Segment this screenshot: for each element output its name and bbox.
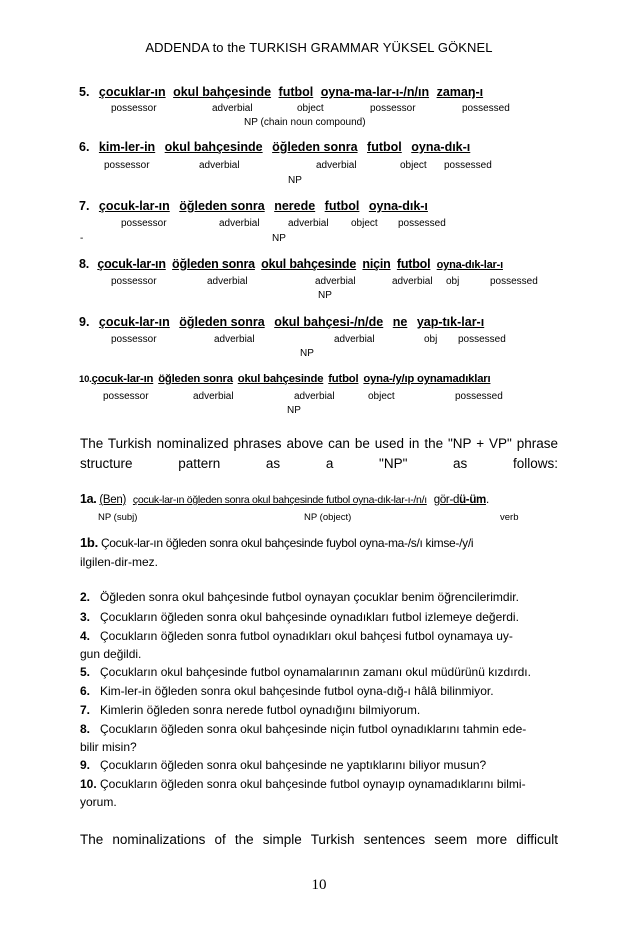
word-object: futbol bbox=[278, 85, 314, 99]
example-number: 10. bbox=[79, 374, 92, 385]
np-label: NP bbox=[288, 175, 302, 186]
sentence-number: 5. bbox=[80, 665, 91, 679]
role-label: possessed bbox=[398, 218, 446, 229]
word-possessed: oyna-/y/ıp oynamadıkları bbox=[363, 373, 491, 385]
page-header: ADDENDA to the TURKISH GRAMMAR YÜKSEL GÖKNEL bbox=[145, 40, 493, 55]
sentence-8 bbox=[80, 722, 526, 736]
intro-paragraph: The Turkish nominalized phrases above can be used in the "NP + VP" phrase structure pattern as a "NP" as follows: bbox=[80, 436, 558, 471]
word-possessor: oyna-ma-lar-ı-/n/ın bbox=[320, 85, 430, 99]
role-label: adverbial bbox=[219, 218, 260, 229]
role-label: adverbial bbox=[392, 276, 433, 287]
np-object-label: NP (object) bbox=[304, 512, 352, 523]
word-adverbial: nerede bbox=[274, 199, 316, 213]
role-label: possessed bbox=[490, 276, 538, 287]
example-1b-line2: ilgilen-dir-mez. bbox=[80, 555, 159, 569]
role-label: possessor bbox=[111, 103, 157, 114]
role-label: adverbial bbox=[193, 391, 234, 402]
word-adverbial: öğleden sonra bbox=[272, 140, 358, 154]
word-adverbial: öğleden sonra bbox=[179, 199, 265, 213]
sentence-3 bbox=[80, 610, 519, 624]
role-label: obj bbox=[424, 334, 438, 345]
sentence-6 bbox=[80, 684, 494, 698]
sentence-8-continued: bilir misin? bbox=[80, 740, 137, 754]
example-5 bbox=[79, 85, 483, 99]
word-adverbial: okul bahçesinde bbox=[261, 257, 357, 271]
sentence-number: 4. bbox=[80, 629, 91, 643]
sentence-text: Çocuk-lar-ın öğleden sonra okul bahçesinde fuybol oyna-ma-/s/ı kimse-/y/i bbox=[100, 536, 474, 550]
word-adverbial: okul bahçesinde bbox=[237, 373, 324, 385]
np-label: NP bbox=[300, 348, 314, 359]
role-label: adverbial bbox=[214, 334, 255, 345]
verb-phrase bbox=[434, 494, 486, 506]
word-adverbial: okul bahçesinde bbox=[164, 140, 263, 154]
word-adverbial: öğleden sonra bbox=[158, 373, 233, 385]
word-object: futbol bbox=[324, 199, 360, 213]
sentence-10 bbox=[80, 777, 526, 791]
word-possessor: çocuk-lar-ın bbox=[98, 199, 170, 213]
sentence-number: 7. bbox=[80, 703, 91, 717]
example-10 bbox=[79, 373, 490, 385]
word-adverbial: okul bahçesi-/n/de bbox=[274, 315, 384, 329]
example-8 bbox=[79, 257, 503, 271]
word-possessed: oyna-dık-ı bbox=[411, 140, 471, 154]
sentence-text: Çocukların öğleden sonra okul bahçesinde ne yaptıklarını biliyor musun? bbox=[100, 758, 487, 772]
role-label: possessor bbox=[104, 160, 150, 171]
word-object: futbol bbox=[396, 257, 431, 271]
role-label: adverbial bbox=[199, 160, 240, 171]
sentence-5 bbox=[80, 665, 531, 679]
role-label: object bbox=[351, 218, 378, 229]
role-label: adverbial bbox=[316, 160, 357, 171]
period: . bbox=[485, 494, 489, 506]
subject-phrase: (Ben) bbox=[99, 494, 127, 506]
sentence-text: Kimlerin öğleden sonra nerede futbol oynadığını bilmiyorum. bbox=[100, 703, 421, 717]
role-label: possessor bbox=[121, 218, 167, 229]
role-label: possessor bbox=[111, 334, 157, 345]
word-possessed: zamaŋ-ı bbox=[436, 85, 484, 99]
word-possessor: çocuk-lar-ın bbox=[98, 315, 170, 329]
sentence-number: 9. bbox=[80, 758, 91, 772]
role-label: possessor bbox=[370, 103, 416, 114]
closing-paragraph: The nominalizations of the simple Turkish sentences seem more difficult bbox=[80, 832, 558, 847]
role-label: possessed bbox=[462, 103, 510, 114]
sentence-4-continued: gun değildi. bbox=[80, 647, 142, 661]
role-label: adverbial bbox=[212, 103, 253, 114]
page-number: 10 bbox=[311, 877, 327, 893]
word-possessor: çocuk-lar-ın bbox=[97, 257, 166, 271]
role-label: possessed bbox=[444, 160, 492, 171]
np-label: NP bbox=[318, 290, 332, 301]
sentence-text: Çocukların öğleden sonra okul bahçesinde niçin futbol oynadıklarını tahmin ede- bbox=[100, 722, 527, 736]
example-number: 7. bbox=[79, 199, 90, 213]
role-label: object bbox=[297, 103, 324, 114]
sentence-number: 1a. bbox=[80, 492, 97, 506]
role-label: adverbial bbox=[315, 276, 356, 287]
sentence-text: Çocukların okul bahçesinde futbol oynamalarının zamanı okul müdürünü kızdırdı. bbox=[100, 665, 531, 679]
role-label: obj bbox=[446, 276, 460, 287]
role-label: possessed bbox=[455, 391, 503, 402]
word-object: ne bbox=[392, 315, 408, 329]
word-possessor: çocuklar-ın bbox=[98, 85, 166, 99]
np-label: NP (chain noun compound) bbox=[244, 117, 366, 128]
sentence-number: 10. bbox=[80, 777, 97, 791]
example-1b-line1 bbox=[80, 535, 473, 550]
role-label: possessor bbox=[111, 276, 157, 287]
verb-suffix: ü-üm bbox=[459, 494, 486, 506]
word-possessed: oyna-dık-ı bbox=[368, 199, 428, 213]
role-label: adverbial bbox=[288, 218, 329, 229]
sentence-text: Çocukların öğleden sonra okul bahçesinde oynadıkları futbol izlemeye değerdi. bbox=[100, 610, 519, 624]
role-label: adverbial bbox=[334, 334, 375, 345]
example-number: 6. bbox=[79, 140, 90, 154]
word-adverbial: öğleden sonra bbox=[172, 257, 255, 271]
example-number: 5. bbox=[79, 85, 90, 99]
sentence-number: 6. bbox=[80, 684, 91, 698]
example-9 bbox=[79, 315, 484, 329]
word-object: futbol bbox=[367, 140, 402, 154]
word-adverbial: niçin bbox=[362, 257, 391, 271]
verb-stem: gör-d bbox=[433, 494, 460, 506]
sentence-9 bbox=[80, 758, 486, 772]
word-possessed: yap-tık-lar-ı bbox=[416, 315, 485, 329]
sentence-text: Kim-ler-in öğleden sonra okul bahçesinde futbol oyna-dığ-ı hâlâ bilinmiyor. bbox=[100, 684, 494, 698]
role-label: object bbox=[368, 391, 395, 402]
sentence-4 bbox=[80, 629, 513, 643]
role-label: possessed bbox=[458, 334, 506, 345]
sentence-10-continued: yorum. bbox=[80, 795, 117, 809]
sentence-number: 8. bbox=[80, 722, 91, 736]
role-label: adverbial bbox=[207, 276, 248, 287]
sentence-number: 3. bbox=[80, 610, 91, 624]
sentence-2 bbox=[80, 590, 519, 604]
example-6 bbox=[79, 140, 470, 154]
example-7 bbox=[79, 199, 428, 213]
sentence-text: Çocukların öğleden sonra futbol oynadıkları okul bahçesi futbol oynamaya uy- bbox=[100, 629, 513, 643]
word-possessor: çocuk-lar-ın bbox=[91, 373, 154, 385]
verb-label: verb bbox=[500, 512, 519, 523]
sentence-text: Çocukların öğleden sonra okul bahçesinde futbol oynayıp oynamadıklarını bilmi- bbox=[100, 777, 526, 791]
example-number: 9. bbox=[79, 315, 90, 329]
word-possessed: oyna-dık-lar-ı bbox=[436, 259, 503, 271]
role-label: object bbox=[400, 160, 427, 171]
word-possessor: kim-ler-in bbox=[98, 140, 156, 154]
word-adverbial: okul bahçesinde bbox=[173, 85, 272, 99]
np-label: NP bbox=[287, 405, 301, 416]
dash-mark: - bbox=[80, 233, 84, 244]
sentence-number: 1b. bbox=[80, 535, 98, 550]
role-label: adverbial bbox=[294, 391, 335, 402]
sentence-number: 2. bbox=[80, 590, 91, 604]
np-label: NP bbox=[272, 233, 286, 244]
np-subj-label: NP (subj) bbox=[98, 512, 138, 523]
word-object: futbol bbox=[328, 373, 359, 385]
sentence-7 bbox=[80, 703, 420, 717]
example-1a bbox=[80, 492, 489, 506]
sentence-text: Öğleden sonra okul bahçesinde futbol oynayan çocuklar benim öğrencilerimdir. bbox=[100, 590, 519, 604]
object-phrase: çocuk-lar-ın öğleden sonra okul bahçesinde futbol oyna-dık-lar-ı-/n/ı bbox=[132, 494, 427, 506]
example-number: 8. bbox=[79, 257, 90, 271]
role-label: possessor bbox=[103, 391, 149, 402]
word-adverbial: öğleden sonra bbox=[179, 315, 265, 329]
